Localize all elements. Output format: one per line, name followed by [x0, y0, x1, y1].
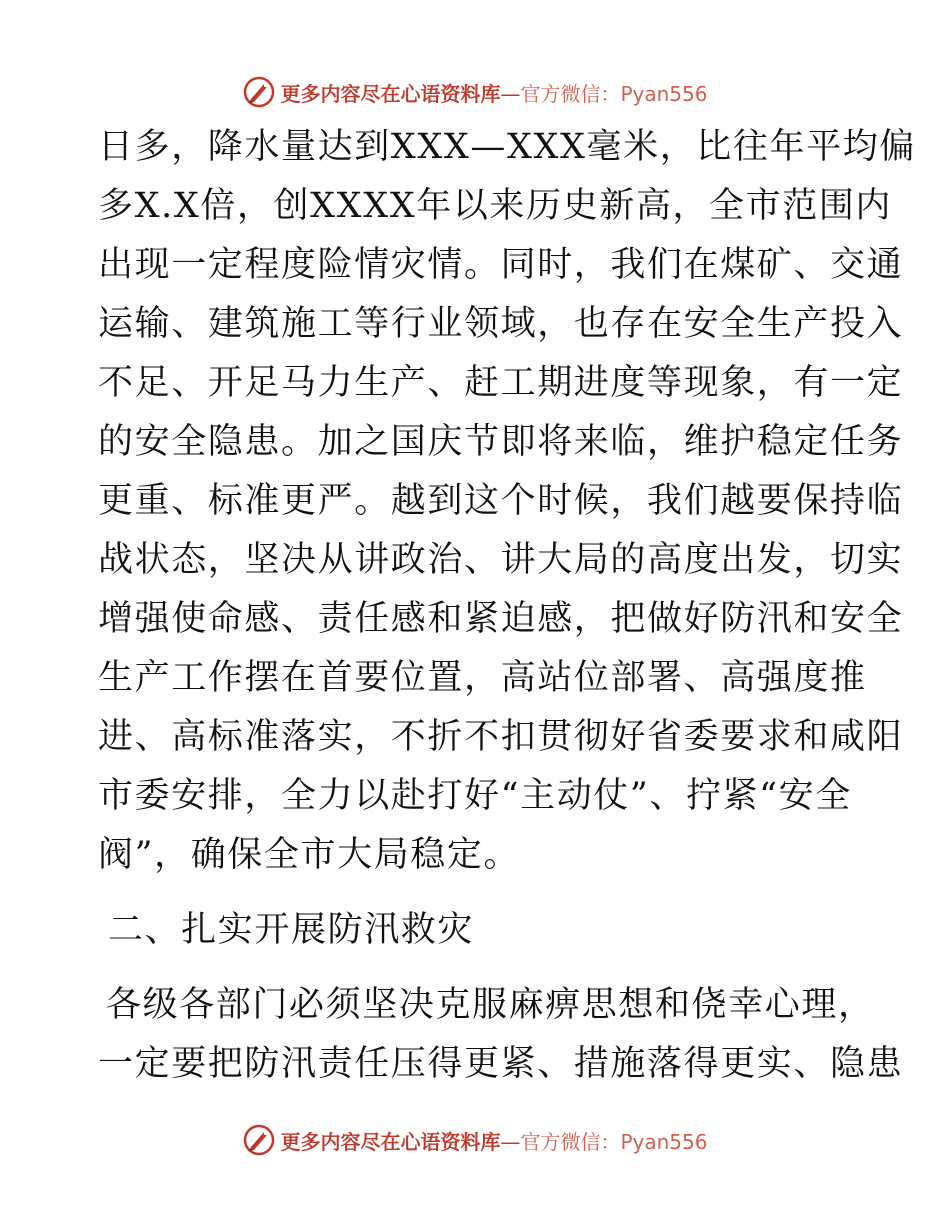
watermark-text: [280, 1126, 707, 1155]
paragraph2-line-2: 一定要把防汛责任压得更紧、措施落得更实、隐患: [98, 1044, 904, 1084]
watermark-separator: —: [500, 1129, 521, 1154]
footer-watermark: [0, 1120, 950, 1160]
paragraph1-line-12: 市委安排，全力以赴打好“主动仗”、拧紧“安全: [98, 776, 852, 816]
header-watermark: [0, 72, 950, 112]
watermark-official: 官方微信：Pyan556: [520, 81, 708, 106]
pen-nib-logo-icon: [242, 1123, 276, 1157]
paragraph1-line-1: 日多，降水量达到XXX—XXX毫米，比往年平均偏: [98, 127, 916, 167]
watermark-brand: 更多内容尽在心语资料库: [280, 81, 501, 106]
document-body: [98, 118, 916, 1094]
watermark-separator: —: [500, 81, 521, 106]
paragraph1-line-4: 运输、建筑施工等行业领域，也存在安全生产投入: [98, 304, 904, 344]
paragraph1-line-9: 增强使命感、责任感和紧迫感，把做好防汛和安全: [98, 599, 904, 639]
paragraph2-line-1: 各级各部门必须坚决克服麻痹思想和侥幸心理，: [106, 985, 875, 1025]
paragraph1-line-8: 战状态，坚决从讲政治、讲大局的高度出发，切实: [98, 540, 904, 580]
paragraph1-line-13: 阀”，确保全市大局稳定。: [98, 835, 521, 875]
pen-nib-logo-icon: [242, 75, 276, 109]
paragraph1-line-10: 生产工作摆在首要位置，高站位部署、高强度推: [98, 658, 867, 698]
watermark-brand: 更多内容尽在心语资料库: [280, 1129, 501, 1154]
paragraph1-line-2: 多X.X倍，创XXXX年以来历史新高，全市范围内: [98, 186, 893, 226]
paragraph1-line-3: 出现一定程度险情灾情。同时，我们在煤矿、交通: [98, 245, 904, 285]
paragraph1-line-6: 的安全隐患。加之国庆节即将来临，维护稳定任务: [98, 422, 904, 462]
watermark-official: 官方微信：Pyan556: [520, 1129, 708, 1154]
watermark-text: [280, 78, 707, 107]
paragraph1-line-5: 不足、开足马力生产、赶工期进度等现象，有一定: [98, 363, 904, 403]
paragraph1-line-11: 进、高标准落实，不折不扣贯彻好省委要求和咸阳: [98, 717, 904, 757]
paragraph1-line-7: 更重、标准更严。越到这个时候，我们越要保持临: [98, 481, 904, 521]
section-heading: 二、扎实开展防汛救灾: [108, 910, 475, 950]
